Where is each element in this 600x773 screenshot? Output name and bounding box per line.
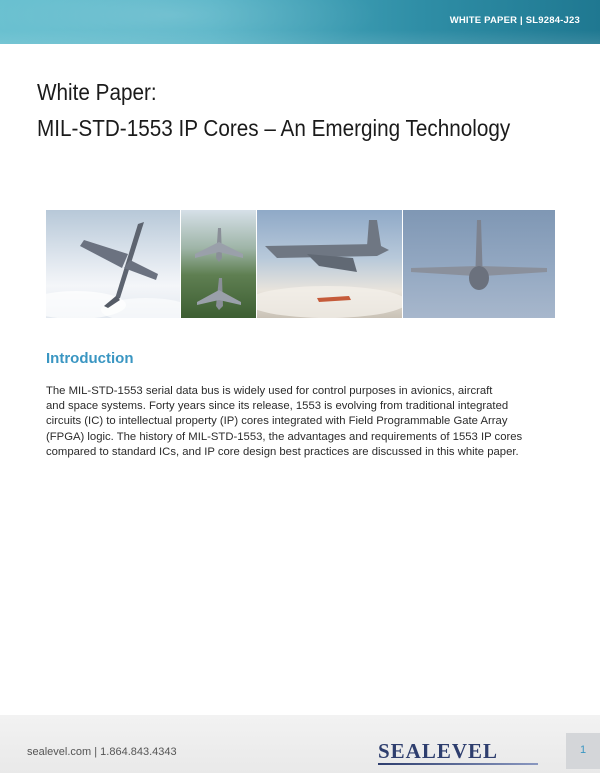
fighter-jet-icon — [257, 210, 402, 318]
paragraph-line: circuits (IC) to intellectual property (IP) cores integrated with Field Programmable Gate Array — [46, 415, 508, 428]
fighter-jet-icon — [181, 210, 256, 318]
logo-underline — [378, 763, 538, 765]
footer-contact: sealevel.com | 1.864.843.4343 — [27, 746, 177, 758]
section-heading-introduction: Introduction — [46, 350, 134, 367]
document-code: WHITE PAPER | SL9284-J23 — [449, 15, 580, 26]
jet-photo-4 — [403, 210, 555, 318]
paragraph-line: (FPGA) logic. The history of MIL-STD-1553, the advantages and requirements of 1553 IP cores — [46, 430, 523, 443]
page-title — [37, 74, 510, 146]
jet-photo-2 — [181, 210, 256, 318]
photo-strip — [46, 210, 555, 318]
sealevel-logo: SEALEVEL — [378, 739, 499, 763]
jet-photo-3 — [257, 210, 402, 318]
title-line-1: White Paper: — [37, 79, 157, 105]
introduction-paragraph — [46, 384, 560, 460]
title-line-2: MIL-STD-1553 IP Cores – An Emerging Technology — [37, 115, 511, 141]
paragraph-line: The MIL-STD-1553 serial data bus is widely used for control purposes in avionics, aircraft — [46, 385, 493, 397]
header-band — [0, 0, 600, 44]
page-number: 1 — [579, 744, 587, 756]
paragraph-line: compared to standard ICs, and IP core design best practices are discussed in this white paper. — [46, 445, 519, 458]
paragraph-line: and space systems. Forty years since its release, 1553 is evolving from traditional integrated — [46, 400, 509, 413]
fighter-jet-icon — [46, 210, 180, 318]
fighter-jet-icon — [403, 210, 555, 318]
jet-photo-1 — [46, 210, 180, 318]
page-number-box — [566, 733, 600, 769]
